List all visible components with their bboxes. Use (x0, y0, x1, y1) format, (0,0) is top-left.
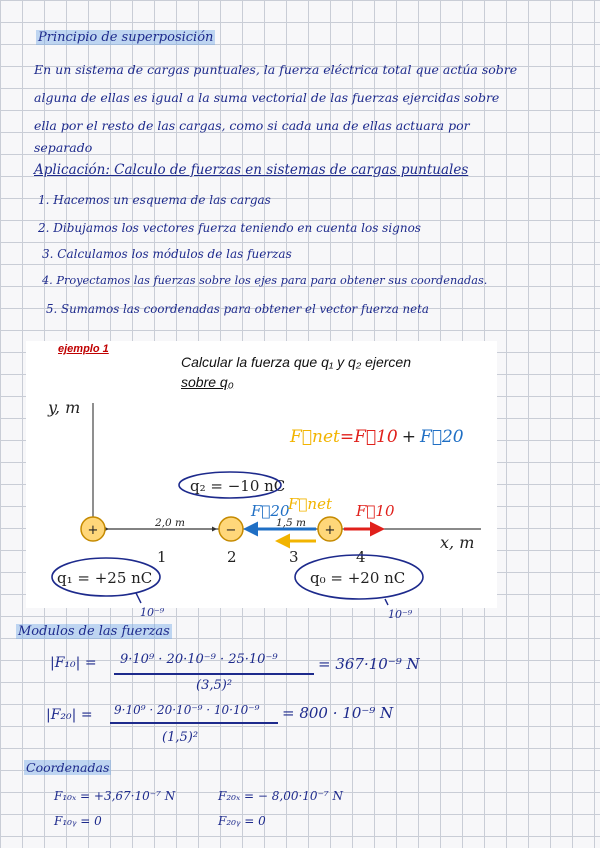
notes-heading-text: Principio de superposición (38, 30, 214, 45)
notes-heading (36, 30, 215, 45)
notes-paragraph-line-2: alguna de ellas es igual a la suma vectorial de las fuerzas ejercidas sobre (34, 90, 500, 105)
notes-paragraph-line-4: separado (34, 140, 93, 155)
vector-f10-label: F⃗10 (356, 502, 395, 520)
eq-plus: + (401, 427, 416, 447)
charge-q1-sign: + (87, 523, 99, 538)
f20-fraction-line (110, 722, 278, 724)
step-3: 3. Calculamos los módulos de las fuerzas (42, 247, 292, 261)
coords-heading (24, 760, 111, 775)
f20-denominator: (1,5)² (162, 730, 199, 745)
f20x-value: F₂₀ₓ = − 8,00·10⁻⁷ N (218, 789, 344, 803)
figure-title-line-2: sobre q₀ (181, 374, 234, 390)
step-1: 1. Hacemos un esquema de las cargas (38, 193, 271, 207)
vector-f20-label: F⃗20 (251, 502, 290, 520)
q1-label: q₁ = +25 nC (57, 569, 153, 587)
distance-label-1: 2,0 m (155, 517, 185, 529)
region-number-1: 1 (157, 548, 167, 566)
f10-numerator: 9·10⁹ · 20·10⁻⁹ · 25·10⁻⁹ (120, 652, 278, 667)
step-5: 5. Sumamos las coordenadas para obtener el vector fuerza neta (46, 302, 429, 316)
f20y-value: F₂₀ᵧ = 0 (218, 814, 266, 828)
notes-paragraph-line-1: En un sistema de cargas puntuales, la fuerza eléctrica total que actúa sobre (34, 62, 518, 77)
f10x-value: F₁₀ₓ = +3,67·10⁻⁷ N (54, 789, 176, 803)
charge-diagram (26, 341, 497, 608)
charge-q2 (219, 517, 243, 541)
f10-lhs: |F₁₀| = (50, 655, 97, 671)
distance-label-2: 1,5 m (276, 517, 306, 529)
x-axis-label: x, m (440, 533, 475, 552)
charge-q1 (81, 517, 105, 541)
f10-fraction-line (114, 673, 314, 675)
q0-exponent-note: 10⁻⁹ (388, 608, 413, 621)
q1-ink-arrow (136, 593, 141, 603)
f10-result: = 367·10⁻⁹ N (318, 655, 420, 673)
net-force-equation (289, 427, 464, 447)
modulos-heading-text: Modulos de las fuerzas (18, 624, 170, 639)
eq-t2: F⃗20 (419, 427, 464, 447)
eq-lhs: F⃗net (290, 427, 340, 447)
f20-result: = 800 · 10⁻⁹ N (282, 704, 394, 722)
vector-fnet-label: F⃗net (288, 495, 332, 513)
q0-ink-arrow (385, 599, 388, 605)
region-number-3: 3 (289, 548, 299, 566)
eq-sign: = (339, 427, 355, 447)
region-number-4: 4 (356, 548, 366, 566)
eq-t1: F⃗10 (354, 427, 398, 447)
notes-paragraph-line-3: ella por el resto de las cargas, como si cada una de ellas actuara por (34, 118, 470, 133)
coords-heading-text: Coordenadas (26, 760, 110, 775)
example-label: ejemplo 1 (58, 343, 109, 355)
q2-label: q₂ = −10 nC (190, 477, 286, 495)
region-number-2: 2 (227, 548, 237, 566)
f10-denominator: (3,5)² (196, 678, 233, 693)
f20-lhs: |F₂₀| = (46, 707, 93, 723)
q1-exponent-note: 10⁻⁹ (140, 606, 165, 619)
example-figure (26, 341, 497, 608)
q0-label: q₀ = +20 nC (310, 569, 406, 587)
f20-numerator: 9·10⁹ · 20·10⁻⁹ · 10·10⁻⁹ (114, 703, 260, 717)
charge-q2-sign: − (225, 523, 237, 538)
charge-q0-sign: + (324, 523, 336, 538)
charge-q0 (318, 517, 342, 541)
step-2: 2. Dibujamos los vectores fuerza teniendo en cuenta los signos (38, 221, 421, 235)
y-axis-label: y, m (48, 398, 81, 417)
step-4: 4. Proyectamos las fuerzas sobre los ejes para para obtener sus coordenadas. (42, 274, 488, 287)
modulos-heading (16, 624, 172, 639)
f10y-value: F₁₀ᵧ = 0 (54, 814, 102, 828)
figure-title-line-1: Calcular la fuerza que q₁ y q₂ ejercen (181, 354, 411, 370)
application-heading: Aplicación: Calculo de fuerzas en sistemas de cargas puntuales (34, 162, 469, 178)
